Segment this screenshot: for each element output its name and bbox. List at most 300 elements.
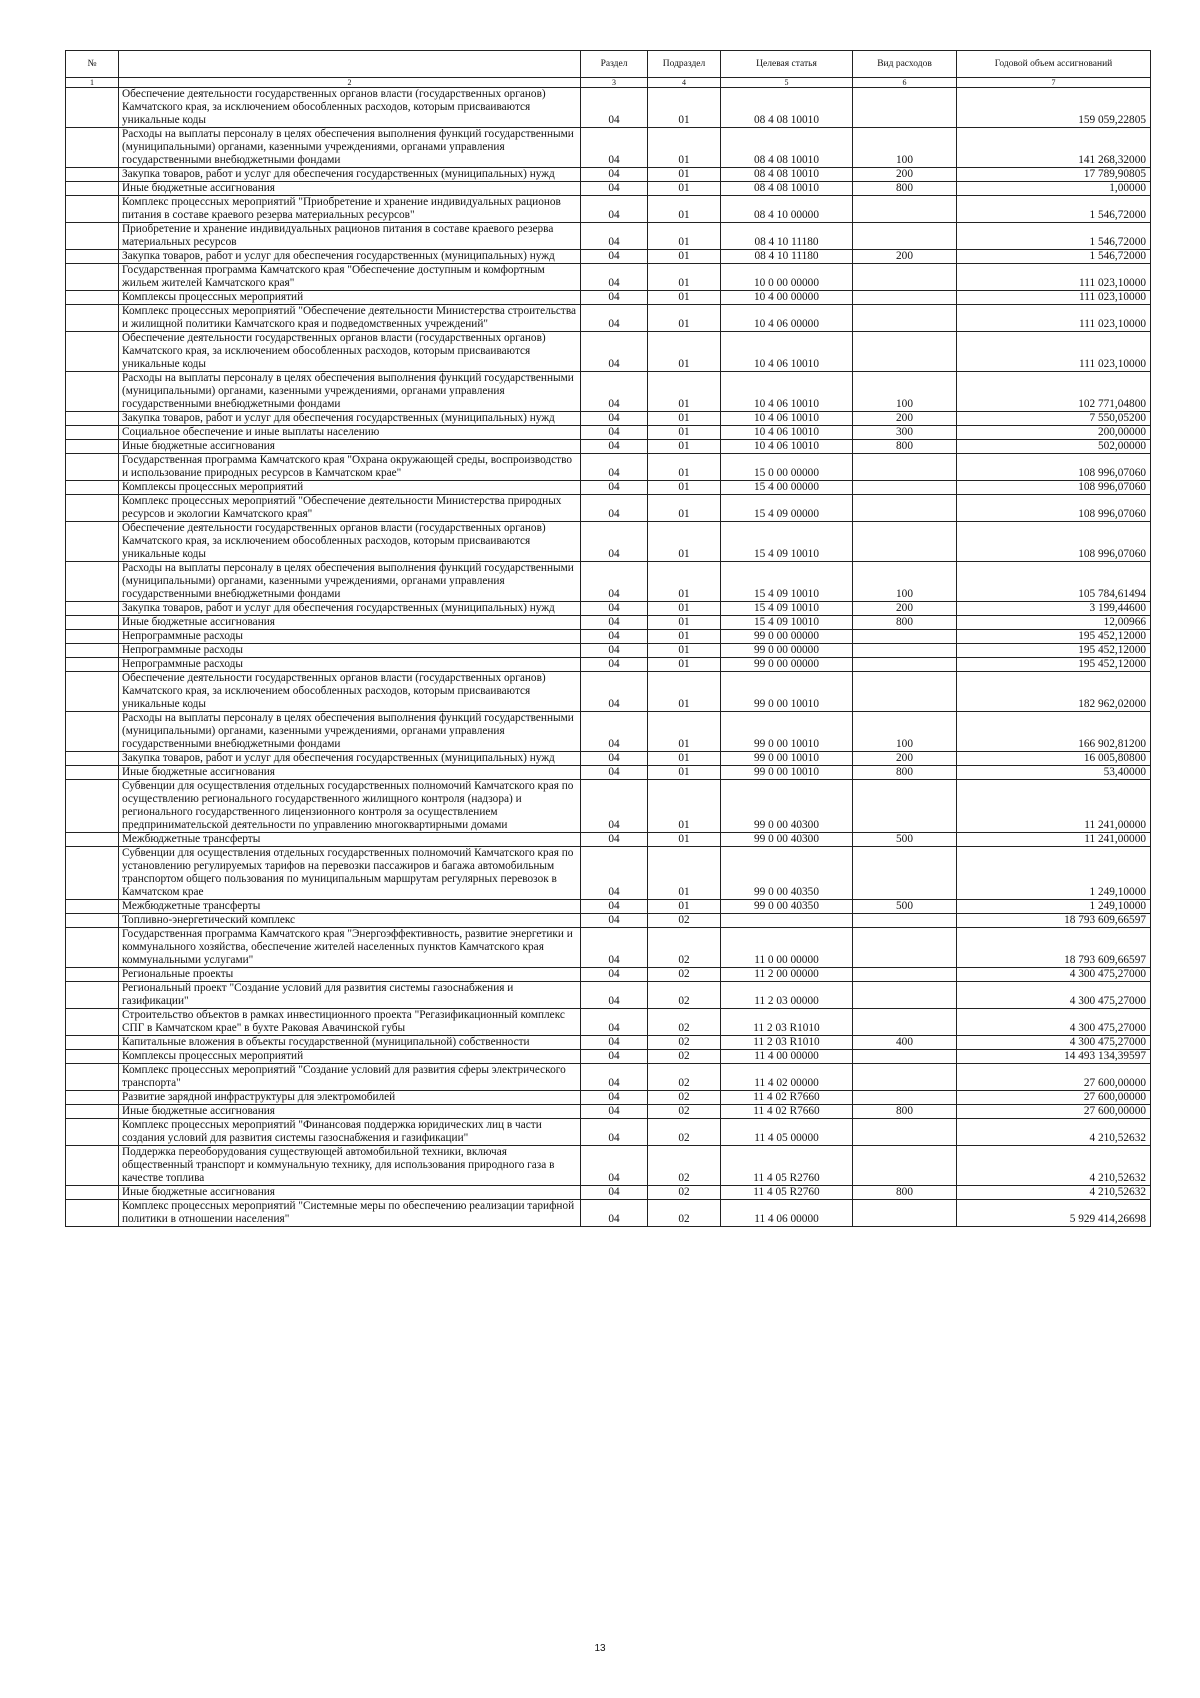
row-target-article: 10 4 06 10010 — [721, 440, 853, 454]
row-number — [66, 1119, 119, 1146]
row-podrazdel: 02 — [648, 1119, 721, 1146]
row-amount: 18 793 609,66597 — [957, 914, 1151, 928]
row-razdel: 04 — [581, 1186, 648, 1200]
table-row — [66, 1119, 1151, 1146]
row-expense-type — [853, 481, 957, 495]
row-podrazdel: 01 — [648, 495, 721, 522]
row-amount: 1,00000 — [957, 182, 1151, 196]
row-description: Региональные проекты — [119, 968, 581, 982]
row-amount: 1 546,72000 — [957, 196, 1151, 223]
row-razdel: 04 — [581, 766, 648, 780]
row-amount: 27 600,00000 — [957, 1091, 1151, 1105]
row-number — [66, 672, 119, 712]
row-target-article: 11 0 00 00000 — [721, 928, 853, 968]
row-razdel: 04 — [581, 182, 648, 196]
header-annual-volume: Годовой объем ассигнований — [957, 51, 1151, 78]
row-description: Комплекс процессных мероприятий "Финансовая поддержка юридических лиц в части создания условий для развития системы газоснабжения и газификации" — [119, 1119, 581, 1146]
row-razdel: 04 — [581, 630, 648, 644]
row-target-article: 15 4 09 10010 — [721, 616, 853, 630]
row-description: Государственная программа Камчатского края "Обеспечение доступным и комфортным жильем жителей Камчатского края" — [119, 264, 581, 291]
table-row — [66, 602, 1151, 616]
row-podrazdel: 01 — [648, 196, 721, 223]
table-row — [66, 672, 1151, 712]
row-razdel: 04 — [581, 305, 648, 332]
row-expense-type — [853, 454, 957, 481]
row-expense-type — [853, 196, 957, 223]
table-column-number-row — [66, 78, 1151, 88]
row-razdel: 04 — [581, 562, 648, 602]
header-expense-type: Вид расходов — [853, 51, 957, 78]
row-description: Строительство объектов в рамках инвестиционного проекта "Регазификационный комплекс СПГ в Камчатском крае" в бухте Раковая Авачинской губы — [119, 1009, 581, 1036]
table-row — [66, 223, 1151, 250]
row-number — [66, 88, 119, 128]
row-target-article: 15 4 09 10010 — [721, 562, 853, 602]
row-number — [66, 982, 119, 1009]
row-expense-type: 800 — [853, 182, 957, 196]
row-razdel: 04 — [581, 128, 648, 168]
row-target-article: 15 0 00 00000 — [721, 454, 853, 481]
row-number — [66, 223, 119, 250]
row-podrazdel: 01 — [648, 847, 721, 900]
row-target-article: 15 4 09 00000 — [721, 495, 853, 522]
row-number — [66, 1036, 119, 1050]
row-number — [66, 522, 119, 562]
row-description: Комплекс процессных мероприятий "Обеспечение деятельности Министерства строительства и жилищной политики Камчатского края и подведомственных учреждений" — [119, 305, 581, 332]
row-description: Непрограммные расходы — [119, 644, 581, 658]
row-razdel: 04 — [581, 1091, 648, 1105]
row-description: Комплексы процессных мероприятий — [119, 1050, 581, 1064]
row-expense-type — [853, 1146, 957, 1186]
row-target-article: 99 0 00 40300 — [721, 833, 853, 847]
row-amount: 4 300 475,27000 — [957, 982, 1151, 1009]
row-expense-type: 500 — [853, 833, 957, 847]
row-expense-type — [853, 658, 957, 672]
row-expense-type — [853, 1119, 957, 1146]
header-description — [119, 51, 581, 78]
row-podrazdel: 01 — [648, 644, 721, 658]
row-razdel: 04 — [581, 522, 648, 562]
row-target-article: 10 4 00 00000 — [721, 291, 853, 305]
row-number — [66, 914, 119, 928]
row-expense-type — [853, 1064, 957, 1091]
row-description: Закупка товаров, работ и услуг для обеспечения государственных (муниципальных) нужд — [119, 250, 581, 264]
row-expense-type: 800 — [853, 1105, 957, 1119]
row-razdel: 04 — [581, 372, 648, 412]
column-number-7: 7 — [957, 78, 1151, 88]
row-target-article — [721, 914, 853, 928]
row-amount: 3 199,44600 — [957, 602, 1151, 616]
header-number: № — [66, 51, 119, 78]
row-amount: 27 600,00000 — [957, 1064, 1151, 1091]
row-amount: 4 210,52632 — [957, 1146, 1151, 1186]
row-target-article: 10 4 06 00000 — [721, 305, 853, 332]
table-row — [66, 1200, 1151, 1227]
row-podrazdel: 01 — [648, 128, 721, 168]
row-number — [66, 602, 119, 616]
row-podrazdel: 02 — [648, 1036, 721, 1050]
row-amount: 18 793 609,66597 — [957, 928, 1151, 968]
row-amount: 111 023,10000 — [957, 305, 1151, 332]
row-number — [66, 168, 119, 182]
table-row — [66, 752, 1151, 766]
row-amount: 4 210,52632 — [957, 1186, 1151, 1200]
row-number — [66, 264, 119, 291]
row-amount: 1 546,72000 — [957, 223, 1151, 250]
row-target-article: 10 0 00 00000 — [721, 264, 853, 291]
table-row — [66, 412, 1151, 426]
row-target-article: 10 4 06 10010 — [721, 426, 853, 440]
table-row — [66, 900, 1151, 914]
row-description: Закупка товаров, работ и услуг для обеспечения государственных (муниципальных) нужд — [119, 752, 581, 766]
row-expense-type — [853, 1050, 957, 1064]
row-target-article: 99 0 00 10010 — [721, 766, 853, 780]
row-description: Комплекс процессных мероприятий "Приобретение и хранение индивидуальных рационов питания в составе краевого резерва материальных ресурсов" — [119, 196, 581, 223]
budget-table-sheet — [65, 50, 1150, 1227]
row-number — [66, 1186, 119, 1200]
row-amount: 53,40000 — [957, 766, 1151, 780]
row-podrazdel: 01 — [648, 440, 721, 454]
table-row — [66, 305, 1151, 332]
row-target-article: 11 2 00 00000 — [721, 968, 853, 982]
row-amount: 108 996,07060 — [957, 454, 1151, 481]
row-description: Государственная программа Камчатского края "Энергоэффективность, развитие энергетики и коммунального хозяйства, обеспечение жителей населенных пунктов Камчатского края коммунальными услугами" — [119, 928, 581, 968]
row-razdel: 04 — [581, 1105, 648, 1119]
table-row — [66, 332, 1151, 372]
row-razdel: 04 — [581, 658, 648, 672]
row-description: Обеспечение деятельности государственных органов власти (государственных органов) Камчатского края, за исключением обособленных расходов, которым присваиваются уникальные коды — [119, 88, 581, 128]
table-row — [66, 372, 1151, 412]
row-amount: 105 784,61494 — [957, 562, 1151, 602]
row-description: Комплекс процессных мероприятий "Системные меры по обеспечению реализации тарифной политики в отношении населения" — [119, 1200, 581, 1227]
row-razdel: 04 — [581, 88, 648, 128]
row-podrazdel: 01 — [648, 168, 721, 182]
row-podrazdel: 01 — [648, 833, 721, 847]
row-razdel: 04 — [581, 616, 648, 630]
row-expense-type — [853, 291, 957, 305]
row-razdel: 04 — [581, 1146, 648, 1186]
row-number — [66, 968, 119, 982]
row-razdel: 04 — [581, 644, 648, 658]
row-expense-type: 800 — [853, 1186, 957, 1200]
row-expense-type — [853, 630, 957, 644]
row-description: Иные бюджетные ассигнования — [119, 182, 581, 196]
row-target-article: 15 4 00 00000 — [721, 481, 853, 495]
row-number — [66, 1105, 119, 1119]
row-target-article: 99 0 00 10010 — [721, 672, 853, 712]
row-number — [66, 766, 119, 780]
row-number — [66, 1009, 119, 1036]
row-amount: 17 789,90805 — [957, 168, 1151, 182]
row-amount: 195 452,12000 — [957, 658, 1151, 672]
row-description: Развитие зарядной инфраструктуры для электромобилей — [119, 1091, 581, 1105]
row-expense-type: 100 — [853, 562, 957, 602]
row-target-article: 11 4 02 00000 — [721, 1064, 853, 1091]
row-target-article: 11 2 03 R1010 — [721, 1036, 853, 1050]
row-razdel: 04 — [581, 1119, 648, 1146]
row-razdel: 04 — [581, 982, 648, 1009]
table-row — [66, 1146, 1151, 1186]
row-expense-type — [853, 223, 957, 250]
row-description: Закупка товаров, работ и услуг для обеспечения государственных (муниципальных) нужд — [119, 168, 581, 182]
row-podrazdel: 01 — [648, 562, 721, 602]
row-expense-type — [853, 928, 957, 968]
row-description: Расходы на выплаты персоналу в целях обеспечения выполнения функций государственными (муниципальными) органами, казенными учреждениями, органами управления государственными внебюджетными фондами — [119, 562, 581, 602]
row-number — [66, 305, 119, 332]
row-description: Субвенции для осуществления отдельных государственных полномочий Камчатского края по установлению регулируемых тарифов на перевозки пассажиров и багажа автомобильным транспортом общего пользования по муниципальным маршрутам регулярных перевозок в Камчатском крае — [119, 847, 581, 900]
row-podrazdel: 02 — [648, 1146, 721, 1186]
row-razdel: 04 — [581, 223, 648, 250]
row-podrazdel: 02 — [648, 1105, 721, 1119]
row-target-article: 99 0 00 00000 — [721, 658, 853, 672]
row-podrazdel: 01 — [648, 88, 721, 128]
row-target-article: 08 4 08 10010 — [721, 182, 853, 196]
row-podrazdel: 01 — [648, 602, 721, 616]
row-podrazdel: 02 — [648, 1186, 721, 1200]
row-target-article: 15 4 09 10010 — [721, 522, 853, 562]
row-amount: 4 300 475,27000 — [957, 1009, 1151, 1036]
row-amount: 11 241,00000 — [957, 833, 1151, 847]
row-expense-type: 800 — [853, 766, 957, 780]
table-row — [66, 1009, 1151, 1036]
row-razdel: 04 — [581, 847, 648, 900]
table-row — [66, 1091, 1151, 1105]
row-podrazdel: 01 — [648, 412, 721, 426]
row-target-article: 08 4 08 10010 — [721, 128, 853, 168]
table-row — [66, 440, 1151, 454]
row-description: Закупка товаров, работ и услуг для обеспечения государственных (муниципальных) нужд — [119, 412, 581, 426]
row-description: Капитальные вложения в объекты государственной (муниципальной) собственности — [119, 1036, 581, 1050]
row-amount: 108 996,07060 — [957, 481, 1151, 495]
row-target-article: 10 4 06 10010 — [721, 332, 853, 372]
row-description: Субвенции для осуществления отдельных государственных полномочий Камчатского края по осуществлению регионального государственного жилищного контроля (надзора) и регионального государственного лицензионного контроля за осуществлением предпринимательской деятельности по управлению многоквартирными домами — [119, 780, 581, 833]
row-podrazdel: 01 — [648, 332, 721, 372]
row-podrazdel: 01 — [648, 182, 721, 196]
row-description: Региональный проект "Создание условий для развития системы газоснабжения и газификации" — [119, 982, 581, 1009]
row-number — [66, 481, 119, 495]
column-number-1: 1 — [66, 78, 119, 88]
row-amount: 195 452,12000 — [957, 644, 1151, 658]
row-amount: 111 023,10000 — [957, 291, 1151, 305]
row-podrazdel: 01 — [648, 291, 721, 305]
table-row — [66, 454, 1151, 481]
row-razdel: 04 — [581, 495, 648, 522]
row-expense-type: 300 — [853, 426, 957, 440]
row-description: Комплексы процессных мероприятий — [119, 291, 581, 305]
row-podrazdel: 01 — [648, 630, 721, 644]
row-number — [66, 780, 119, 833]
row-expense-type — [853, 914, 957, 928]
row-description: Комплексы процессных мероприятий — [119, 481, 581, 495]
row-description: Приобретение и хранение индивидуальных рационов питания в составе краевого резерва материальных ресурсов — [119, 223, 581, 250]
row-number — [66, 644, 119, 658]
row-number — [66, 1091, 119, 1105]
row-description: Государственная программа Камчатского края "Охрана окружающей среды, воспроизводство и использование природных ресурсов в Камчатском крае" — [119, 454, 581, 481]
row-amount: 1 249,10000 — [957, 847, 1151, 900]
row-podrazdel: 01 — [648, 426, 721, 440]
row-number — [66, 1050, 119, 1064]
row-number — [66, 372, 119, 412]
row-podrazdel: 01 — [648, 780, 721, 833]
row-target-article: 11 4 02 R7660 — [721, 1105, 853, 1119]
table-header-row — [66, 51, 1151, 78]
row-number — [66, 412, 119, 426]
table-row — [66, 616, 1151, 630]
row-podrazdel: 01 — [648, 223, 721, 250]
table-row — [66, 182, 1151, 196]
row-expense-type: 100 — [853, 372, 957, 412]
row-razdel: 04 — [581, 481, 648, 495]
row-expense-type — [853, 847, 957, 900]
row-razdel: 04 — [581, 1009, 648, 1036]
row-razdel: 04 — [581, 752, 648, 766]
row-amount: 111 023,10000 — [957, 264, 1151, 291]
table-row — [66, 562, 1151, 602]
row-podrazdel: 01 — [648, 616, 721, 630]
row-number — [66, 900, 119, 914]
row-amount: 4 210,52632 — [957, 1119, 1151, 1146]
table-row — [66, 495, 1151, 522]
row-podrazdel: 02 — [648, 1200, 721, 1227]
row-expense-type — [853, 332, 957, 372]
row-podrazdel: 02 — [648, 928, 721, 968]
row-amount: 141 268,32000 — [957, 128, 1151, 168]
row-expense-type — [853, 264, 957, 291]
header-podrazdel: Подраздел — [648, 51, 721, 78]
row-target-article: 11 4 05 R2760 — [721, 1146, 853, 1186]
row-amount: 108 996,07060 — [957, 495, 1151, 522]
row-expense-type: 500 — [853, 900, 957, 914]
row-target-article: 10 4 06 10010 — [721, 412, 853, 426]
row-expense-type — [853, 1200, 957, 1227]
column-number-2: 2 — [119, 78, 581, 88]
row-number — [66, 1200, 119, 1227]
row-amount: 16 005,80800 — [957, 752, 1151, 766]
row-amount: 4 300 475,27000 — [957, 968, 1151, 982]
row-target-article: 08 4 08 10010 — [721, 168, 853, 182]
row-description: Непрограммные расходы — [119, 630, 581, 644]
row-amount: 14 493 134,39597 — [957, 1050, 1151, 1064]
row-expense-type: 200 — [853, 168, 957, 182]
row-target-article: 11 4 05 R2760 — [721, 1186, 853, 1200]
row-target-article: 11 4 06 00000 — [721, 1200, 853, 1227]
row-expense-type: 200 — [853, 412, 957, 426]
row-razdel: 04 — [581, 914, 648, 928]
row-razdel: 04 — [581, 833, 648, 847]
row-target-article: 08 4 08 10010 — [721, 88, 853, 128]
row-expense-type: 200 — [853, 602, 957, 616]
row-amount: 502,00000 — [957, 440, 1151, 454]
table-row — [66, 1105, 1151, 1119]
row-amount: 111 023,10000 — [957, 332, 1151, 372]
row-number — [66, 833, 119, 847]
column-number-4: 4 — [648, 78, 721, 88]
row-target-article: 99 0 00 40350 — [721, 847, 853, 900]
row-amount: 7 550,05200 — [957, 412, 1151, 426]
row-expense-type: 100 — [853, 712, 957, 752]
row-expense-type — [853, 88, 957, 128]
row-razdel: 04 — [581, 426, 648, 440]
row-expense-type: 200 — [853, 752, 957, 766]
row-number — [66, 1064, 119, 1091]
row-number — [66, 196, 119, 223]
row-razdel: 04 — [581, 712, 648, 752]
row-target-article: 99 0 00 00000 — [721, 644, 853, 658]
row-number — [66, 454, 119, 481]
row-razdel: 04 — [581, 900, 648, 914]
row-podrazdel: 01 — [648, 766, 721, 780]
row-description: Комплекс процессных мероприятий "Обеспечение деятельности Министерства природных ресурсов и экологии Камчатского края" — [119, 495, 581, 522]
row-description: Иные бюджетные ассигнования — [119, 616, 581, 630]
row-number — [66, 630, 119, 644]
row-razdel: 04 — [581, 454, 648, 481]
row-razdel: 04 — [581, 168, 648, 182]
row-podrazdel: 02 — [648, 982, 721, 1009]
row-amount: 182 962,02000 — [957, 672, 1151, 712]
row-razdel: 04 — [581, 1036, 648, 1050]
row-number — [66, 1146, 119, 1186]
row-expense-type — [853, 672, 957, 712]
row-target-article: 99 0 00 10010 — [721, 752, 853, 766]
row-podrazdel: 01 — [648, 372, 721, 412]
table-row — [66, 630, 1151, 644]
row-target-article: 11 2 03 R1010 — [721, 1009, 853, 1036]
row-podrazdel: 01 — [648, 481, 721, 495]
table-row — [66, 291, 1151, 305]
row-podrazdel: 01 — [648, 712, 721, 752]
table-row — [66, 1050, 1151, 1064]
row-razdel: 04 — [581, 291, 648, 305]
row-razdel: 04 — [581, 780, 648, 833]
row-description: Непрограммные расходы — [119, 658, 581, 672]
row-target-article: 11 2 03 00000 — [721, 982, 853, 1009]
row-razdel: 04 — [581, 264, 648, 291]
row-razdel: 04 — [581, 332, 648, 372]
row-amount: 1 249,10000 — [957, 900, 1151, 914]
row-expense-type — [853, 522, 957, 562]
page-number: 13 — [594, 1643, 606, 1654]
row-number — [66, 847, 119, 900]
row-podrazdel: 02 — [648, 914, 721, 928]
table-row — [66, 658, 1151, 672]
row-amount: 4 300 475,27000 — [957, 1036, 1151, 1050]
row-amount: 27 600,00000 — [957, 1105, 1151, 1119]
row-amount: 102 771,04800 — [957, 372, 1151, 412]
row-expense-type: 800 — [853, 616, 957, 630]
row-number — [66, 182, 119, 196]
row-amount: 159 059,22805 — [957, 88, 1151, 128]
row-expense-type — [853, 982, 957, 1009]
row-description: Топливно-энергетический комплекс — [119, 914, 581, 928]
row-expense-type — [853, 305, 957, 332]
table-row — [66, 644, 1151, 658]
row-description: Поддержка переоборудования существующей автомобильной техники, включая общественный транспорт и коммунальную технику, для использования природного газа в качестве топлива — [119, 1146, 581, 1186]
row-number — [66, 752, 119, 766]
header-razdel: Раздел — [581, 51, 648, 78]
table-row — [66, 766, 1151, 780]
table-row — [66, 250, 1151, 264]
row-expense-type — [853, 1009, 957, 1036]
table-row — [66, 847, 1151, 900]
row-podrazdel: 01 — [648, 264, 721, 291]
table-row — [66, 426, 1151, 440]
row-razdel: 04 — [581, 672, 648, 712]
table-row — [66, 1036, 1151, 1050]
row-target-article: 08 4 10 00000 — [721, 196, 853, 223]
row-amount: 11 241,00000 — [957, 780, 1151, 833]
row-expense-type — [853, 644, 957, 658]
row-podrazdel: 01 — [648, 900, 721, 914]
row-expense-type: 100 — [853, 128, 957, 168]
